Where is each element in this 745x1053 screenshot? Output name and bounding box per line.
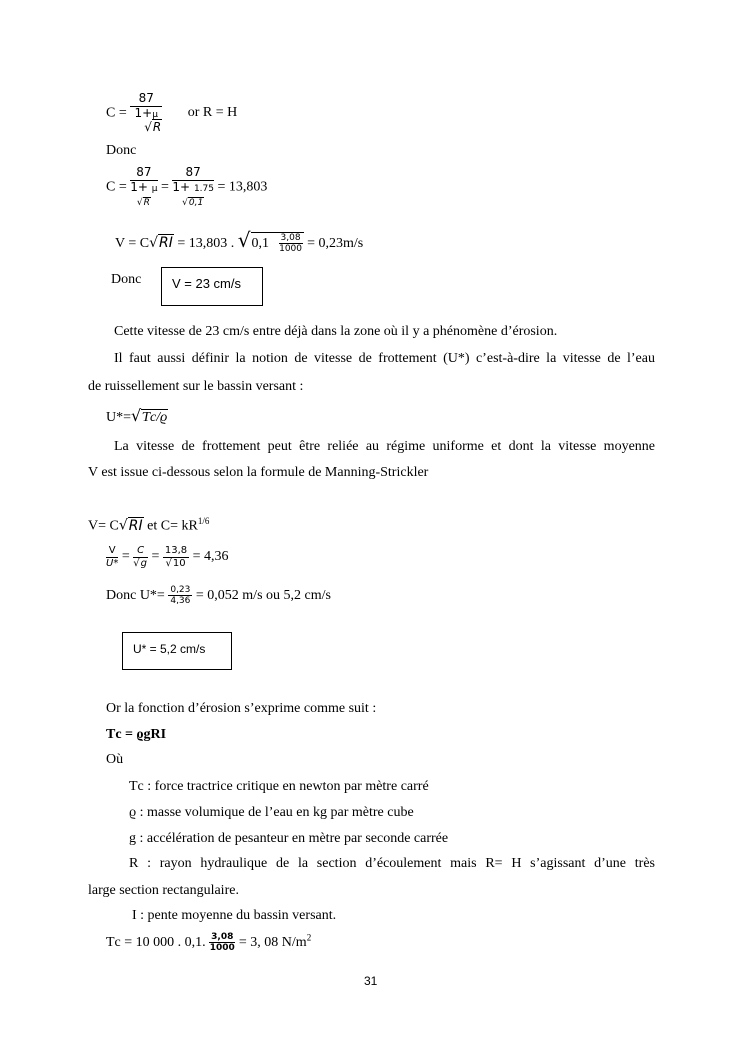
equation-u-star: U*=√Ƭc/ϱ [106, 406, 168, 425]
equation-v: V = C√RI = 13,803 . √0,1 $\frac{3,08}{1000}$ = 0,23m/s [115, 228, 364, 255]
equation-u-star-value: Donc U*= $\frac{0,23}{4,36}$ = 0,052 m/s ou 5,2 cm/s [106, 585, 331, 607]
formula-erosion: Ƭc = ϱgRI [106, 727, 167, 742]
definition-tc: Ƭc : force tractrice critique en newton par mètre carré [129, 779, 429, 794]
eq3-root-2: 0,1 $\frac{3,08}{1000}$ [251, 232, 302, 255]
definition-r-line2: large section rectangulaire. [88, 883, 239, 898]
eq1-lhs: C = [106, 105, 127, 121]
donc-label-2: Donc [111, 272, 142, 287]
page-number: 31 [364, 974, 378, 988]
eq6-result: = 4,36 [192, 549, 229, 565]
definition-rho: ϱ : masse volumique de l’eau en kg par mètre cube [129, 805, 414, 820]
paragraph-fonction-erosion: Or la fonction d’érosion s’exprime comme suit : [106, 701, 377, 716]
result-box-v: V = 23 cm/s [161, 267, 263, 306]
eq1-note: or R = H [187, 105, 238, 121]
eq2-lhs: C = [106, 179, 127, 195]
result-box-u-star: U* = 5,2 cm/s [122, 632, 232, 670]
paragraph-vitesse-erosion: Cette vitesse de 23 cm/s entre déjà dans la zone où il y a phénomène d’érosion. [114, 324, 558, 339]
equation-manning: V= C√RI et $C= kR^{1/6}$ [88, 516, 210, 534]
definition-g: g : accélération de pesanteur en mètre par seconde carrée [129, 831, 449, 846]
equation-c-numeric: C = 87 1+ μ √R = 87 1+ 1.75 √0,1 = 13,803 [106, 165, 268, 208]
eq2-fraction-1: 87 1+ μ √R [130, 165, 158, 208]
eq1-denominator: 1+μ √R [134, 105, 162, 134]
paragraph-manning-line2: V est issue ci-dessous selon la formule de Manning-Strickler [88, 465, 429, 480]
definition-i: I : pente moyenne du bassin versant. [132, 908, 337, 923]
equation-c-definition [106, 92, 237, 134]
eq2-fraction-2: 87 1+ 1.75 √0,1 [172, 165, 214, 208]
definition-r-line1: R : rayon hydraulique de la section d’écoulement mais R= H s’agissant d’une très [129, 856, 655, 871]
equation-tc-value: Ƭc = 10 000 . 0,1. $\frac{3,08}{1000}$ = 3, 08 $N/m^2$ [106, 932, 312, 954]
eq2-result: = 13,803 [217, 179, 268, 195]
paragraph-manning-line1: La vitesse de frottement peut être reliée au régime uniforme et dont la vitesse moyenne [114, 439, 655, 454]
eq1-numerator: 87 [130, 92, 162, 107]
paragraph-frottement-line1: Il faut aussi définir la notion de vitesse de frottement (U*) c’est-à-dire la vitesse de l’eau [114, 351, 655, 366]
eq1-fraction [130, 92, 162, 134]
equation-ratio: $\frac{V}{U*}$ = $\frac{C}{√g}$ = $\frac{13,8}{√10}$ = 4,36 [106, 545, 229, 569]
label-ou: Où [106, 752, 124, 767]
paragraph-frottement-line2: de ruissellement sur le bassin versant : [88, 379, 304, 394]
donc-label-1: Donc [106, 143, 137, 158]
eq3-result: = 0,23m/s [307, 236, 364, 251]
